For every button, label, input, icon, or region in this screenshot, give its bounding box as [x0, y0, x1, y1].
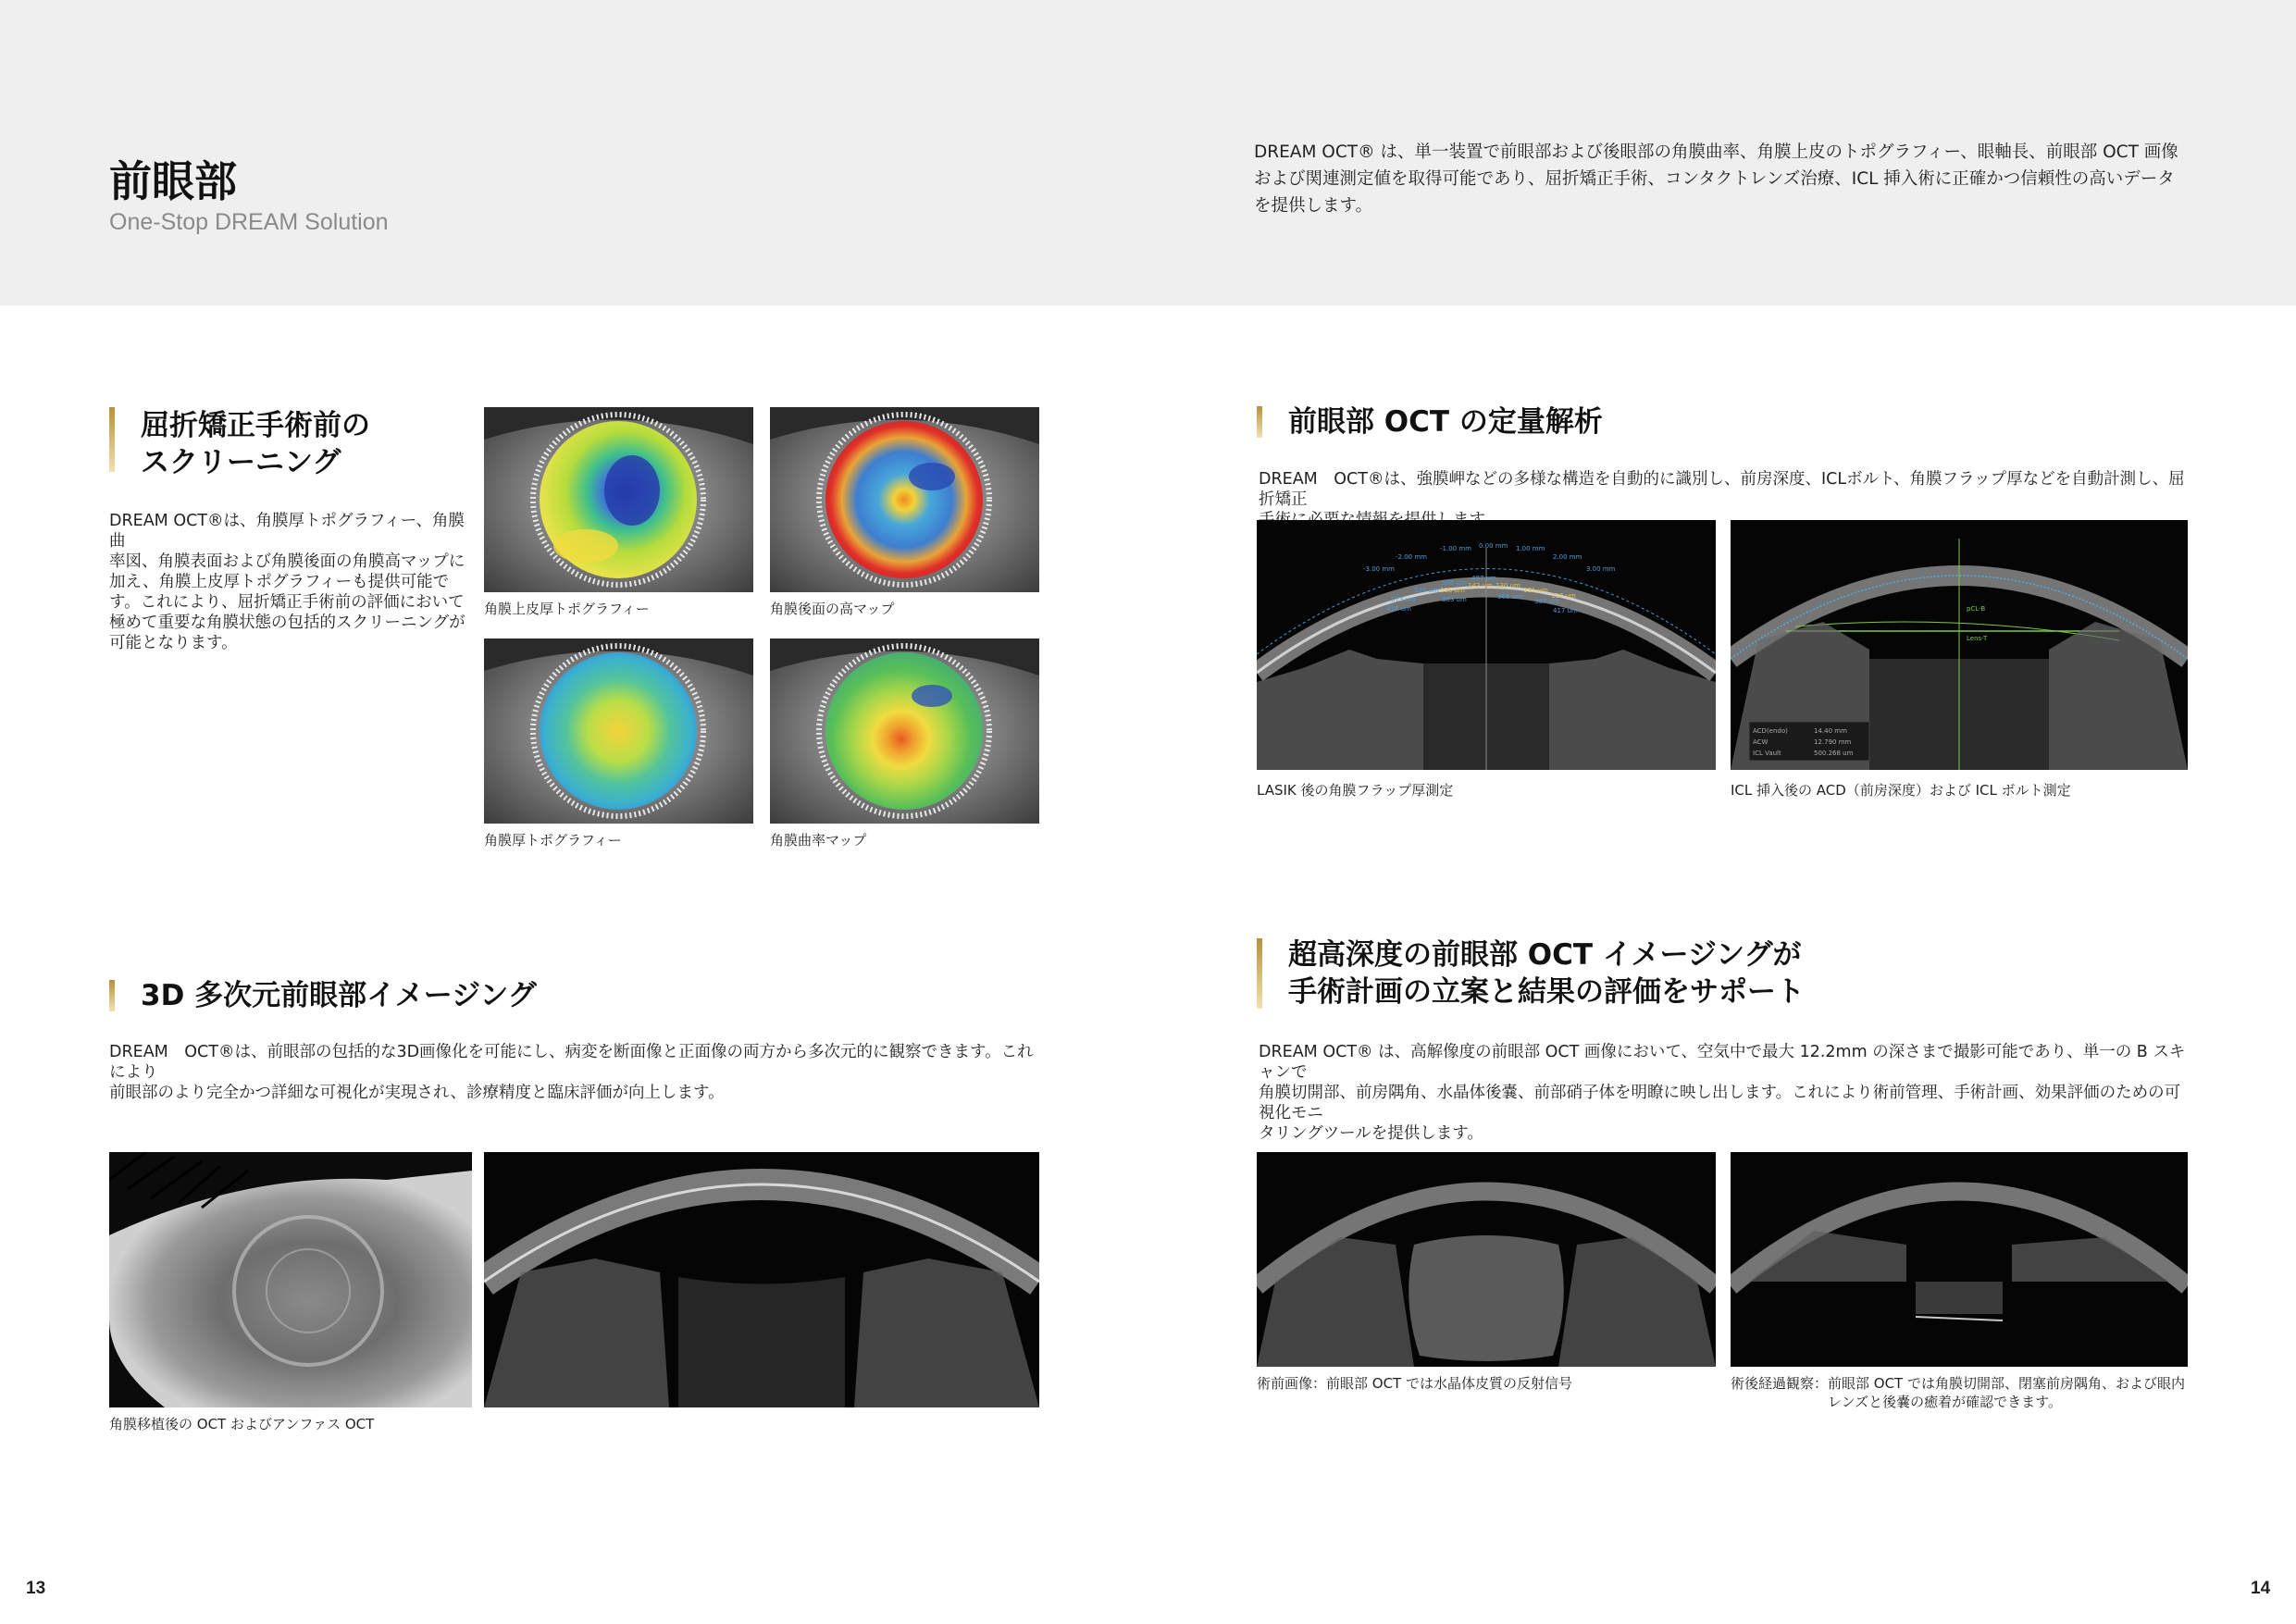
enface-oct-image	[109, 1152, 472, 1407]
caption-curvature-map: 角膜曲率マップ	[770, 832, 867, 849]
section-quant-heading	[1257, 403, 1603, 440]
page-number-left: 13	[26, 1579, 46, 1598]
section-3d-heading	[109, 977, 537, 1014]
intro-text: DREAM OCT® は、単一装置で前眼部および後眼部の角膜曲率、角膜上皮のトポグラフィー、眼軸長、前眼部 OCT 画像および関連測定値を取得可能であり、屈折矯正手術、コンタクトレンズ治療、ICL 挿入術に正確かつ信頼性の高いデータを提供します。	[1254, 143, 2178, 216]
oct-measurement-label: ACD(endo)	[1753, 727, 1788, 735]
preop-oct-image	[1257, 1152, 1716, 1367]
quant-body: DREAM OCT®は、強膜岬などの多様な構造を自動的に識別し、前房深度、ICLボルト、角膜フラップ厚などを自動計測し、屈折矯正	[1259, 470, 2185, 509]
oct-measurement-label: pCL-B	[1967, 605, 1986, 613]
oct-measurement-label: -1.00 mm	[1440, 545, 1471, 552]
section-accent-bar	[109, 407, 115, 472]
oct-measurement-label: 506 um	[1442, 579, 1467, 587]
section-deep-heading	[1257, 936, 1805, 1010]
postop-oct-image	[1731, 1152, 2188, 1367]
caption-posterior-elevation: 角膜後面の高マップ	[770, 601, 895, 617]
section-title: 屈折矯正手術前の スクリーニング	[141, 409, 370, 479]
epithelial-thickness-map-image	[484, 407, 753, 592]
section-accent-bar	[1257, 938, 1262, 1009]
oct-measurement-label: 573 um	[1391, 596, 1416, 603]
oct-measurement-label: 534 um	[1414, 587, 1439, 594]
posterior-elevation-map-image	[770, 407, 1039, 592]
oct-measurement-label: 135 um	[1440, 587, 1465, 594]
imaging3d-body: DREAM OCT®は、前眼部の包括的な3D画像化を可能にし、病変を断面像と正面像の両方から多次元的に観察できます。これにより 前眼部のより完全かつ詳細な可視化が実現され、診療精度と臨床評価が向上します。	[109, 1043, 1034, 1102]
caption-postop: 術後経過観察：前眼部 OCT では角膜切開部、閉塞前房隅角、および眼内 レンズと後嚢の癒着が確認できます。	[1731, 1375, 2185, 1410]
oct-measurement-label: 0.00 mm	[1479, 542, 1508, 550]
lasik-flap-oct-image	[1257, 520, 1716, 770]
section-title: 前眼部 OCT の定量解析	[1288, 405, 1603, 439]
oct-measurement-label: 416 um	[1386, 605, 1411, 613]
oct-measurement-label: ICL Vault	[1753, 750, 1781, 757]
caption-corneal-thickness: 角膜厚トポグラフィー	[484, 832, 622, 849]
oct-measurement-label: 497 um	[1471, 575, 1496, 582]
oct-measurement-label: Lens-T	[1967, 635, 1988, 642]
oct-measurement-label: 12.790 mm	[1814, 738, 1852, 746]
caption-icl: ICL 挿入後の ACD（前房深度）および ICL ボルト測定	[1731, 782, 2071, 799]
corneal-thickness-map-image	[484, 638, 753, 824]
oct-measurement-label: -3.00 mm	[1363, 565, 1395, 573]
page-subtitle: One-Stop DREAM Solution	[109, 209, 389, 235]
oct-measurement-label: 363 um	[1442, 596, 1467, 603]
keratoplasty-oct-image	[484, 1152, 1039, 1407]
oct-measurement-label: 417 um	[1553, 607, 1578, 614]
screening-body: DREAM OCT®は、角膜厚トポグラフィー、角膜曲 率図、角膜表面および角膜後面の角膜高マップに 加え、角膜上皮厚トポグラフィーも提供可能で す。これにより、屈折矯正手術前の評価において 極めて重要な角膜状態の包括的スクリーニングが 可能となります。	[109, 512, 465, 652]
section-accent-bar	[109, 980, 115, 1011]
caption-lasik: LASIK 後の角膜フラップ厚測定	[1257, 782, 1454, 799]
oct-measurement-label: 2.00 mm	[1553, 553, 1582, 561]
oct-measurement-label: 367 um	[1534, 598, 1559, 605]
curvature-map-image	[770, 638, 1039, 824]
oct-measurement-label: 142 um	[1468, 582, 1493, 589]
oct-measurement-label: 3.00 mm	[1586, 565, 1616, 573]
oct-measurement-label: 117 um	[1551, 592, 1576, 600]
oct-measurement-label: 500.268 um	[1814, 750, 1854, 757]
oct-measurement-label: 14.40 mm	[1814, 727, 1847, 735]
caption-epithelial-map: 角膜上皮厚トポグラフィー	[484, 601, 650, 617]
oct-measurement-label: 368 um	[1497, 593, 1522, 601]
page-number-right: 14	[2251, 1579, 2271, 1598]
page-title: 前眼部	[109, 156, 237, 206]
icl-vault-oct-image	[1731, 520, 2188, 770]
oct-measurement-label: -2.00 mm	[1396, 553, 1427, 561]
oct-measurement-label: 130 um	[1496, 582, 1520, 589]
deep-body: DREAM OCT® は、高解像度の前眼部 OCT 画像において、空気中で最大 12.2mm の深さまで撮影可能であり、単一の B スキャンで 角膜切開部、前房隅角、水晶体後嚢、前部硝子体を明瞭に映し出します。これにより術前管理、手術計画、効果評価のための可視化モニ タリングツールを提供します。	[1259, 1043, 2186, 1143]
caption-preop: 術前画像：前眼部 OCT では水晶体皮質の反射信号	[1257, 1375, 1572, 1392]
section-screening-heading	[109, 407, 370, 481]
section-accent-bar	[1257, 406, 1262, 438]
oct-measurement-label: ACW	[1753, 738, 1769, 746]
section-title: 超高深度の前眼部 OCT イメージングが 手術計画の立案と結果の評価をサポート	[1288, 938, 1805, 1009]
caption-enface: 角膜移植後の OCT およびアンファス OCT	[109, 1416, 375, 1432]
section-title: 3D 多次元前眼部イメージング	[141, 979, 537, 1012]
oct-measurement-label: 131 um	[1523, 587, 1548, 594]
oct-measurement-label: 1.00 mm	[1516, 545, 1545, 552]
